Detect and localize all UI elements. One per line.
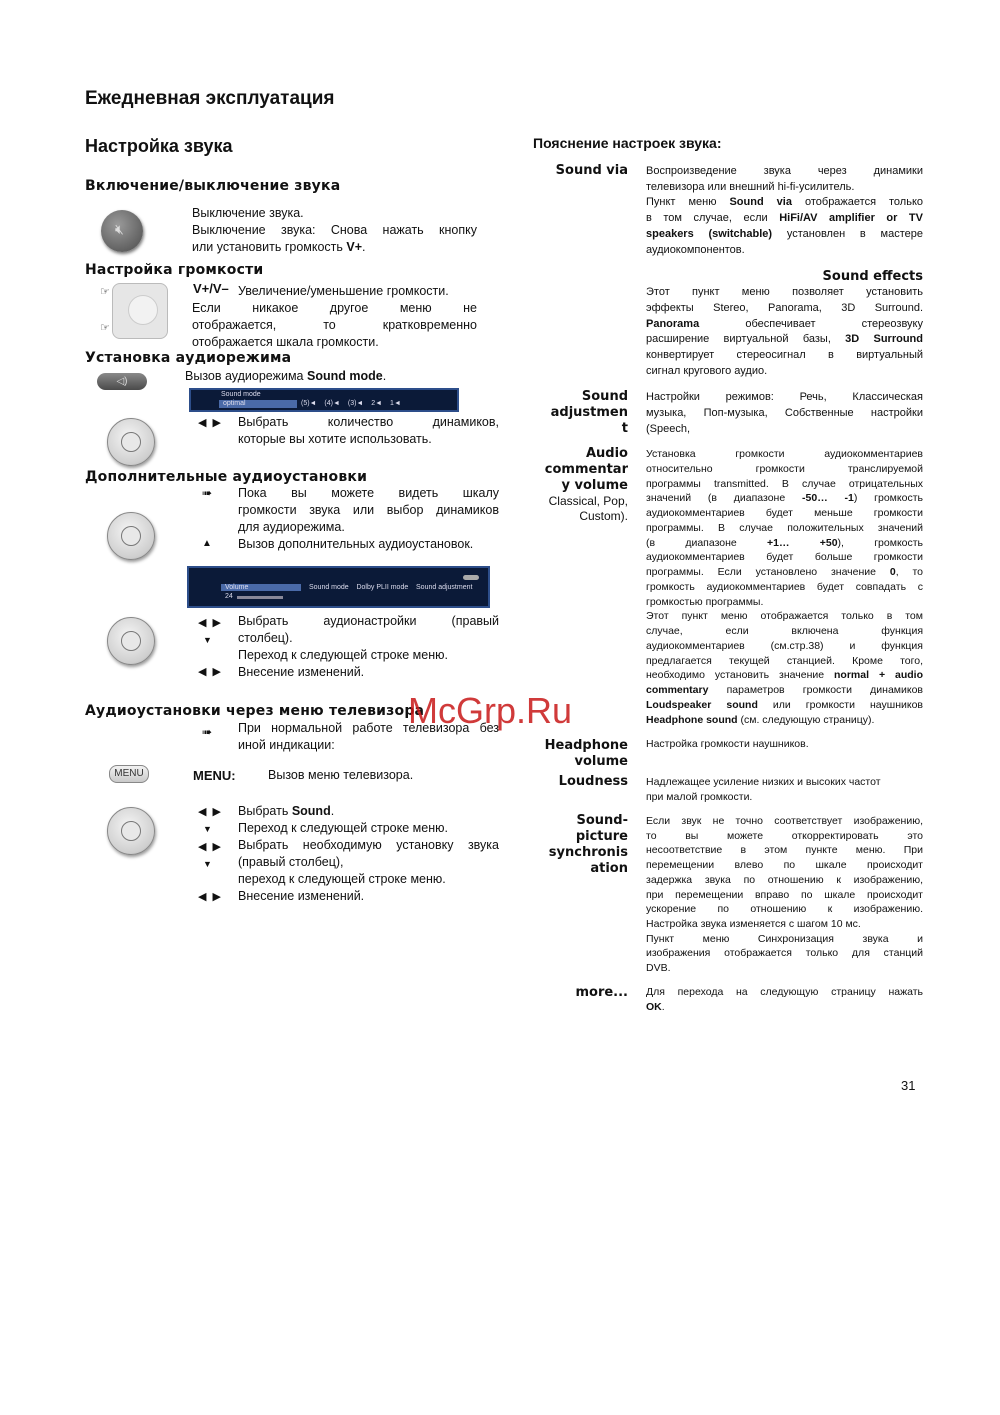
down-arrow-icon: ▼ xyxy=(203,824,212,834)
audio-commentary-text xyxy=(646,447,923,727)
sync-3: несоответствие в этом пункте меню. При xyxy=(646,844,923,857)
tvmenu-select-sound: Выбрать Sound. xyxy=(238,804,335,818)
sound-adjustment-text xyxy=(646,390,923,437)
ac-6: программы. В случае положительных значений xyxy=(646,521,923,534)
sync-8: Настройка звука изменяется с шагом 10 мс. xyxy=(646,917,861,930)
effects-4: расширение виртуальной базы, 3D Surround xyxy=(646,333,923,346)
tvmenu-line-1: При нормальной работе телевизора без xyxy=(238,721,499,735)
sync-10: изображения отображается только для станций xyxy=(646,947,923,960)
loud-2: при малой громкости. xyxy=(646,790,753,803)
sound-picture-sync-text xyxy=(646,814,923,976)
section-title: Настройка звука xyxy=(85,136,233,156)
loudness-text xyxy=(646,775,923,805)
tvmenu-heading: Аудиоустановки через меню телевизора xyxy=(85,703,425,719)
extra-line-2: громкости звука или выбор динамиков xyxy=(238,503,499,517)
sound-picture-sync-label: Sound- picture synchronis ation xyxy=(548,813,628,876)
sound-adjustment-label: Sound adjustmen t xyxy=(550,389,628,436)
ac-10: громкость аудиокомментариев будет совпадать с xyxy=(646,580,923,593)
sync-1: Если звук не точно соответствует изображению, xyxy=(646,815,923,827)
mute-line-3: или установить громкость V+. xyxy=(192,240,366,254)
sync-7: ускорение по отношению к изображению. xyxy=(646,903,923,916)
ac-13: случае, если включена функция xyxy=(646,625,923,637)
ac-3: программы transmitted. В случае отрицательных xyxy=(646,477,923,490)
audio-mode-call: Вызов аудиорежима Sound mode. xyxy=(185,369,387,383)
mute-line-1: Выключение звука. xyxy=(192,206,304,220)
sound-mode-bar-title: Sound mode xyxy=(221,391,261,398)
ac-15: предлагается текущей станцией. Кроме того, xyxy=(646,654,923,667)
sync-5: задержка звука по отношению к изображению, xyxy=(646,873,923,886)
effects-3: Panorama обеспечивает стереозвуку xyxy=(646,317,923,330)
ac-11: громкостью программы. xyxy=(646,595,764,608)
left-right-arrows-icon: ◀▶ xyxy=(198,841,227,853)
volume-key-label: V+/V– xyxy=(193,281,229,296)
sound-via-4: в том случае, если HiFi/AV amplifier or TV xyxy=(646,212,923,225)
sound-effects-text xyxy=(646,285,923,380)
extra-text xyxy=(238,485,499,553)
extra-line-3: для аудиорежима. xyxy=(238,520,345,534)
extra-select xyxy=(238,613,499,681)
more-label: more... xyxy=(575,985,628,1000)
ac-12: Этот пункт меню отображается только в том xyxy=(646,610,923,623)
extra-select-1: Выбрать аудионастройки (правый xyxy=(238,614,499,628)
volume-text xyxy=(192,300,477,351)
ac-7: (в диапазоне +1… +50), громкость xyxy=(646,536,924,549)
mute-heading: Включение/выключение звука xyxy=(85,178,341,194)
ac-1: Установка громкости аудиокомментариев xyxy=(646,448,923,460)
adj-3: (Speech, xyxy=(646,422,691,435)
sync-2: то вы можете откорректировать это xyxy=(646,829,923,842)
mute-text xyxy=(192,205,477,256)
ac-4: значений (в диапазоне -50… -1) громкость xyxy=(646,492,923,505)
navigation-pad-icon xyxy=(107,617,155,665)
ac-5: аудиокомментариев будет меньше громкости xyxy=(646,507,923,519)
tvmenu-line-2: иной индикации: xyxy=(238,738,335,752)
loud-1: Надлежащее усиление низких и высоких частот xyxy=(646,776,881,788)
menu-desc: Вызов меню телевизора. xyxy=(268,768,414,782)
volume-line-1: Увеличение/уменьшение громкости. xyxy=(238,284,449,298)
sound-via-5: speakers (switchable) установлен в мастере xyxy=(646,227,923,240)
down-arrow-icon: ▼ xyxy=(203,635,212,645)
audio-mode-select xyxy=(238,414,499,448)
mute-button-icon: 🔇︎ xyxy=(101,210,143,252)
audio-mode-select-1: Выбрать количество динамиков, xyxy=(238,415,499,429)
down-arrow-icon: ▼ xyxy=(203,859,212,869)
volume-menu-value: 24 xyxy=(225,593,233,600)
page-title: Ежедневная эксплуатация xyxy=(85,88,335,109)
ac-9: программы. Если установлено значение 0, то xyxy=(646,566,923,578)
left-right-arrows-icon: ◀▶ xyxy=(198,806,227,818)
volume-line-4: отображается шкала громкости. xyxy=(192,335,379,349)
sound-effects-label: Sound effects xyxy=(822,269,923,284)
menu-button-icon: MENU xyxy=(109,765,149,783)
extra-apply: Внесение изменений. xyxy=(238,665,365,679)
sync-4: перемещении влево по шкале происходит xyxy=(646,859,923,872)
menu-label: MENU: xyxy=(193,768,236,783)
left-right-arrows-icon: ◀▶ xyxy=(198,891,227,903)
sound-via-label: Sound via xyxy=(555,163,628,178)
up-arrow-icon: ▲ xyxy=(202,538,212,549)
ac-19: Headphone sound (см. следующую страницу). xyxy=(646,713,875,726)
volume-line-2: Если никакое другое меню не xyxy=(192,301,477,315)
more-2: OK. xyxy=(646,1000,665,1013)
mute-line-2: Выключение звука: Снова нажать кнопку xyxy=(192,223,477,237)
double-arrow-icon: ➠ xyxy=(202,486,213,500)
effects-5: конвертирует стереосигнал в виртуальный xyxy=(646,349,923,362)
audio-mode-heading: Установка аудиорежима xyxy=(85,350,292,366)
explain-heading: Пояснение настроек звука: xyxy=(533,135,722,151)
headphone-volume-text: Настройка громкости наушников. xyxy=(646,738,809,750)
sound-via-1: Воспроизведение звука через динамики xyxy=(646,165,923,177)
extra-line-4: Вызов дополнительных аудиоустановок. xyxy=(238,537,474,551)
sound-via-text xyxy=(646,164,923,258)
volume-line-3: отображается, то кратковременно xyxy=(192,318,477,332)
extra-select-2: столбец). xyxy=(238,631,293,645)
adj-1: Настройки режимов: Речь, Классическая xyxy=(646,391,923,403)
ac-2: относительно громкости транслируемой xyxy=(646,462,923,475)
tvmenu-setting-2: (правый столбец), xyxy=(238,855,344,869)
more-text xyxy=(646,985,923,1014)
remote-volume-keys-icon: ☞ ☞ xyxy=(100,283,170,339)
extra-next-row: Переход к следующей строке меню. xyxy=(238,648,448,662)
effects-1: Этот пункт меню позволяет установить xyxy=(646,286,923,298)
effects-2: эффекты Stereo, Panorama, 3D Surround. xyxy=(646,301,923,314)
menu-key-mini-icon xyxy=(463,575,479,580)
sound-mode-bar xyxy=(189,388,459,412)
sound-mode-bar-value: optimal xyxy=(223,400,246,407)
watermark: McGrp.Ru xyxy=(408,690,573,731)
ac-8: аудиокомментариев будет больше громкости xyxy=(646,551,923,564)
ac-14: аудиокомментариев (см.стр.38) и функция xyxy=(646,639,923,652)
volume-menu-label: Volume xyxy=(225,584,249,591)
tvmenu-steps xyxy=(238,803,499,905)
ac-17: commentary параметров громкости динамиков xyxy=(646,684,923,696)
extra-line-1: Пока вы можете видеть шкалу xyxy=(238,486,499,500)
sync-6: при перемещении вправо по шкале происходит xyxy=(646,888,923,901)
headphone-volume-label: Headphone volume xyxy=(544,738,628,769)
double-arrow-icon: ➠ xyxy=(202,725,213,739)
extra-heading: Дополнительные аудиоустановки xyxy=(85,469,368,485)
sound-via-2: телевизора или внешний hi-fi-усилитель. xyxy=(646,180,855,193)
sound-via-3: Пункт меню Sound via отображается только xyxy=(646,196,924,209)
ac-16: необходимо установить значение normal + audio xyxy=(646,669,923,682)
tvmenu-apply: Внесение изменений. xyxy=(238,889,365,903)
left-right-arrows-icon: ◀▶ xyxy=(198,417,227,429)
left-right-arrows-icon: ◀▶ xyxy=(198,617,227,629)
sound-mode-bar-items: (5)◄ (4)◄ (3)◄ 2◄ 1◄ xyxy=(301,400,401,407)
sound-mode-key-icon: ◁) xyxy=(97,373,147,390)
sync-9: Пункт меню Синхронизация звука и xyxy=(646,932,923,945)
effects-6: сигнал кругового аудио. xyxy=(646,364,768,377)
left-right-arrows-icon: ◀▶ xyxy=(198,666,227,678)
tvmenu-next-row: Переход к следующей строке меню. xyxy=(238,821,448,835)
ac-18: Loudspeaker sound или громкости наушников xyxy=(646,698,923,711)
volume-menu-slider xyxy=(237,596,283,599)
navigation-pad-icon xyxy=(107,418,155,466)
tvmenu-setting-1: Выбрать необходимую установку звука xyxy=(238,838,499,852)
sync-11: DVB. xyxy=(646,962,671,975)
volume-menu-tabs: Sound mode Dolby PLII mode Sound adjustment xyxy=(309,584,473,591)
loudness-label: Loudness xyxy=(558,774,628,789)
sound-via-6: аудиокомпонентов. xyxy=(646,243,745,256)
more-1: Для перехода на следующую страницу нажать xyxy=(646,986,923,998)
volume-heading: Настройка громкости xyxy=(85,262,264,278)
adj-2: музыка, Поп-музыка, Собственные настройки xyxy=(646,406,923,419)
audio-commentary-label: Audio commentar y volume Classical, Pop, Custom). xyxy=(544,446,628,523)
navigation-pad-icon xyxy=(107,512,155,560)
tvmenu-setting-3: переход к следующей строке меню. xyxy=(238,872,446,886)
page-number: 31 xyxy=(901,1078,916,1093)
volume-menu-bar xyxy=(187,566,490,608)
audio-mode-select-2: которые вы хотите использовать. xyxy=(238,432,432,446)
navigation-pad-icon xyxy=(107,807,155,855)
